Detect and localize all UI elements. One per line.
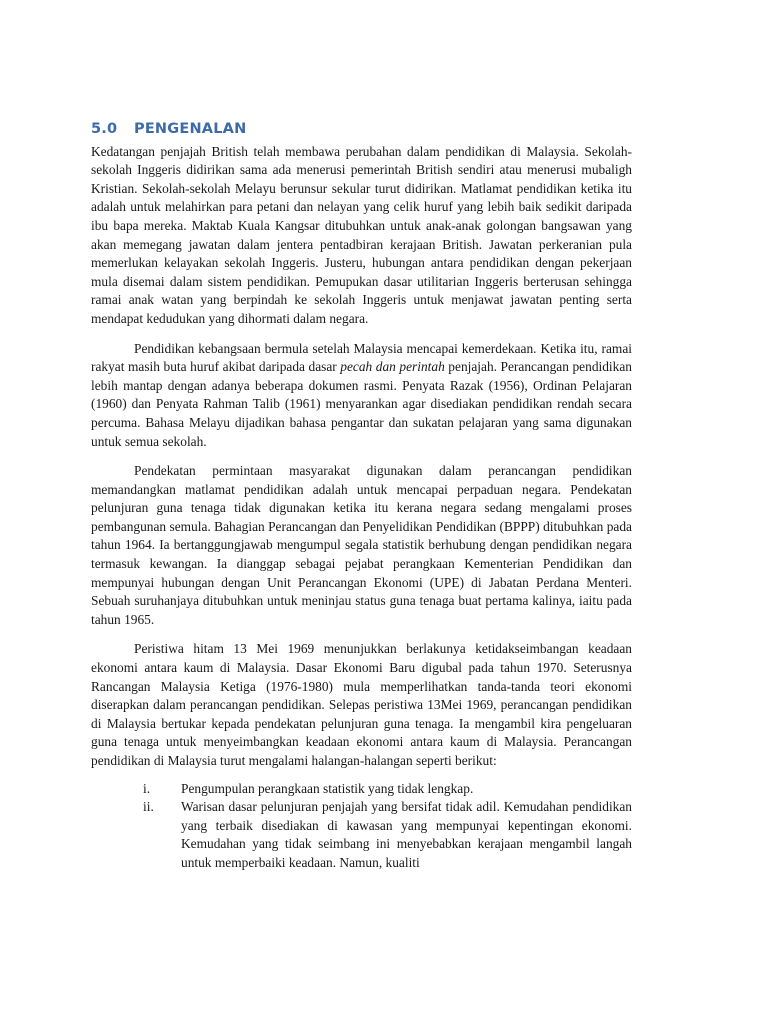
paragraph-1: Kedatangan penjajah British telah membawa perubahan dalam pendidikan di Malaysia. Sekolah-sekolah Inggeris didirikan sama ada menerusi pemerintah British sendiri atau menerusi mubaligh Kristian. Sekolah-sekolah Melayu berunsur sekular turut didirikan. Matlamat pendidikan ketika itu adalah untuk melahirkan para petani dan nelayan yang celik huruf yang lebih baik sedikit daripada ibu bapa mereka. Maktab Kuala Kangsar ditubuhkan untuk anak-anak golongan bangsawan yang akan memegang jawatan dalam jentera pentadbiran kerajaan British. Jawatan perkeranian pula memerlukan kelayakan sekolah Inggeris. Justeru, hubungan antara pendidikan dengan pekerjaan mula disemai dalam sistem pendidikan. Pemupukan dasar utilitarian Inggeris berterusan sehingga ramai anak watan yang berpindah ke sekolah Inggeris untuk menjawat jawatan penting serta mendapat kedudukan yang dihormati dalam negara. — [91, 143, 632, 326]
paragraph-3: Pendekatan permintaan masyarakat digunakan dalam perancangan pendidikan memandangkan matlamat pendidikan adalah untuk mencapai perpaduan negara. Pendekatan pelunjuran guna tenaga tidak digunakan ketika itu kerana negara sedang mengalami proses pembangunan semula. Bahagian Perancangan dan Penyelidikan Pendidikan (BPPP) ditubuhkan pada tahun 1964. Ia bertanggungjawab mengumpul segala statistik berhubung dengan pendidikan negara termasuk kewangan. Ia dianggap sebagai pejabat perangkaan Kementerian Pendidikan dan mempunyai hubungan dengan Unit Perancangan Ekonomi (UPE) di Jabatan Perdana Menteri. Sebuah suruhanjaya ditubuhkan untuk meninjau status guna tenaga buat pertama kalinya, iaitu pada tahun 1965. — [91, 463, 632, 627]
paragraph-2-text-b: penjajah. Perancangan pendidikan lebih mantap dengan adanya beberapa dokumen rasmi. Penyata Razak (1956), Ordinan Pelajaran (1960) dan Penyata Rahman Talib (1961) menyarankan agar disediakan pendidikan rendah secara percuma. Bahasa Melayu dijadikan bahasa pengantar dan sukatan pelajaran yang sama digunakan untuk semua sekolah. — [91, 359, 632, 449]
list-item-text: Warisan dasar pelunjuran penjajah yang bersifat tidak adil. Kemudahan pendidikan yang terbaik disediakan di kawasan yang mempunyai kepentingan ekonomi. Kemudahan yang tidak seimbang ini menyebabkan kerajaan mengambil langah untuk memperbaiki keadaan. Namun, kualiti — [181, 799, 632, 870]
paragraph-2 — [91, 340, 632, 452]
list-marker: ii. — [143, 799, 154, 815]
list-item — [91, 798, 632, 872]
section-number: 5.0 — [91, 121, 118, 137]
paragraph-2-italic: pecah dan perintah — [340, 359, 445, 375]
list-marker: i. — [143, 780, 151, 796]
document-body — [91, 120, 632, 873]
section-heading — [91, 120, 632, 139]
list-item — [91, 780, 632, 799]
paragraph-4: Peristiwa hitam 13 Mei 1969 menunjukkan berlakunya ketidakseimbangan keadaan ekonomi antara kaum di Malaysia. Dasar Ekonomi Baru digubal pada tahun 1970. Seterusnya Rancangan Malaysia Ketiga (1976-1980) mula memperlihatkan tanda-tanda teori ekonomi diserapkan dalam perancangan pendidikan. Selepas peristiwa 13Mei 1969, perancangan pendidikan di Malaysia bertukar kepada pendekatan pelunjuran guna tenaga. Ia mengambil kira pengeluaran guna tenaga untuk menyeimbangkan keadaan ekonomi antara kaum di Malaysia. Perancangan pendidikan di Malaysia turut mengalami halangan-halangan seperti berikut: — [91, 641, 632, 768]
section-title: PENGENALAN — [134, 121, 247, 137]
list-item-text: Pengumpulan perangkaan statistik yang tidak lengkap. — [181, 780, 474, 796]
obstacle-list — [91, 780, 632, 873]
paragraph-2-text-a: Pendidikan kebangsaan bermula setelah Malaysia mencapai kemerdekaan. Ketika itu, ramai rakyat masih buta huruf akibat daripada dasar — [91, 340, 632, 375]
